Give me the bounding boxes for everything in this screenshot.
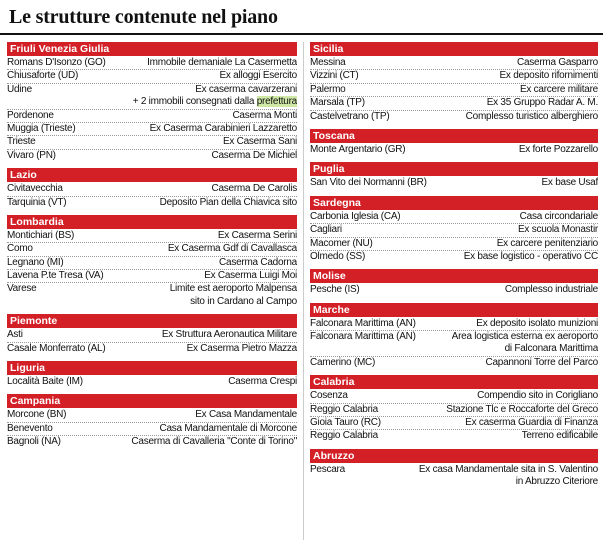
facility-description: Ex base Usaf — [541, 177, 598, 189]
region-abruzzo — [310, 449, 598, 489]
entry-line — [310, 224, 598, 236]
facility-description: Ex scuola Monastir — [518, 224, 598, 236]
entry-line — [310, 97, 598, 109]
region-header: Abruzzo — [310, 449, 598, 463]
facility-description: Compendio sito in Corigliano — [477, 390, 598, 402]
facility-description: Complesso turistico alberghiero — [465, 110, 598, 122]
facility-description: Ex casa Mandamentale sita in S. Valentino — [418, 463, 598, 475]
region-header: Piemonte — [7, 314, 297, 328]
place-name: Como — [7, 243, 33, 255]
entry-row — [310, 70, 598, 83]
entry-row — [310, 404, 598, 417]
facility-description: Ex 35 Gruppo Radar A. M. — [486, 97, 598, 109]
place-name: Macomer (NU) — [310, 237, 373, 249]
entry-line — [7, 243, 297, 255]
facility-description: Ex deposito rifornimenti — [499, 70, 598, 82]
entry-row — [310, 211, 598, 224]
facility-description-continued: sito in Cardano al Campo — [190, 295, 297, 307]
region-header: Puglia — [310, 162, 598, 176]
place-name: Palermo — [310, 83, 346, 95]
entry-row — [7, 183, 297, 196]
entry-line — [310, 238, 598, 250]
entry-row — [7, 376, 297, 388]
facility-description: Casa circondariale — [519, 210, 598, 222]
facility-description: Ex Caserma Carabinieri Lazzaretto — [149, 122, 297, 134]
entry-line — [310, 357, 598, 369]
entry-line — [310, 404, 598, 416]
facility-description: Complesso industriale — [504, 284, 598, 296]
region-header: Toscana — [310, 129, 598, 143]
entry-row — [7, 84, 297, 110]
facility-description: Caserma di Cavalleria "Conte di Torino" — [131, 436, 297, 448]
facility-description: Casa Mandamentale di Morcone — [159, 422, 297, 434]
place-name: Vizzini (CT) — [310, 70, 359, 82]
region-header: Calabria — [310, 375, 598, 389]
entry-row — [310, 417, 598, 430]
place-name: Reggio Calabria — [310, 403, 378, 415]
entry-line — [310, 390, 598, 402]
facility-description: Limite est aeroporto Malpensa — [169, 283, 297, 295]
facility-description: Ex Caserma Gdf di Cavallasca — [167, 243, 297, 255]
entry-row — [7, 230, 297, 243]
entry-row — [7, 436, 297, 448]
place-name: Casale Monferrato (AL) — [7, 342, 106, 354]
facility-description: Ex Casa Mandamentale — [195, 409, 297, 421]
facility-description: Caserma Gasparro — [516, 57, 598, 68]
facility-description: Ex deposito isolato munizioni — [476, 317, 598, 329]
entry-line — [7, 136, 297, 148]
facility-description: Stazione Tlc e Roccaforte del Greco — [446, 403, 598, 415]
place-name: Monte Argentario (GR) — [310, 143, 406, 155]
entry-row — [7, 283, 297, 308]
entry-row — [310, 284, 598, 296]
entry-row — [7, 150, 297, 162]
entry-row — [310, 111, 598, 123]
entry-row — [310, 224, 598, 237]
place-name: Pesche (IS) — [310, 284, 360, 296]
entry-row — [310, 318, 598, 331]
region-header: Friuli Venezia Giulia — [7, 42, 297, 56]
region-sicilia — [310, 42, 598, 123]
entry-row — [310, 57, 598, 70]
entry-row — [310, 144, 598, 156]
place-name: Carbonia Iglesia (CA) — [310, 210, 401, 222]
place-name: Asti — [7, 329, 23, 341]
entry-row — [7, 343, 297, 355]
place-name: Camerino (MC) — [310, 356, 376, 368]
facility-description: Ex Caserma Pietro Mazza — [186, 342, 297, 354]
region-header: Lombardia — [7, 215, 297, 229]
entry-line — [7, 197, 297, 209]
entry-line — [7, 183, 297, 195]
entry-line — [310, 417, 598, 429]
region-campania — [7, 394, 297, 448]
entry-row — [310, 464, 598, 489]
place-name: Marsala (TP) — [310, 97, 365, 109]
place-name: Bagnoli (NA) — [7, 436, 61, 448]
entry-row — [7, 423, 297, 436]
entry-line — [7, 57, 297, 69]
entry-row — [7, 70, 297, 83]
page-title: Le strutture contenute nel piano — [9, 6, 278, 28]
facility-description: Caserma Crespi — [228, 376, 297, 388]
place-name: Olmedo (SS) — [310, 250, 366, 262]
entry-row — [310, 84, 598, 97]
place-name: Benevento — [7, 422, 53, 434]
entry-row — [7, 110, 297, 123]
entry-row — [310, 177, 598, 189]
facility-description: Caserma De Carolis — [211, 183, 297, 195]
title-rule — [0, 33, 603, 35]
place-name: Cagliari — [310, 224, 342, 236]
entry-line — [7, 110, 297, 122]
entry-line — [310, 284, 598, 296]
facility-description: Area logistica esterna ex aeroporto — [451, 331, 598, 343]
region-header: Campania — [7, 394, 297, 408]
entry-row — [310, 97, 598, 110]
entry-line — [7, 376, 297, 388]
facility-description: Caserma Cadorna — [219, 256, 297, 268]
place-name: Località Baite (IM) — [7, 376, 83, 388]
entry-row — [7, 57, 297, 70]
region-sardegna — [310, 196, 598, 264]
region-calabria — [310, 375, 598, 443]
entry-line — [310, 464, 598, 476]
entry-line — [310, 251, 598, 263]
facility-description: Ex caserma Guardia di Finanza — [465, 417, 598, 429]
region-puglia — [310, 162, 598, 189]
entry-row — [310, 430, 598, 442]
entry-line — [310, 144, 598, 156]
facility-description: Ex Struttura Aeronautica Militare — [161, 329, 297, 341]
facility-description: Ex Caserma Serini — [217, 229, 297, 241]
region-marche — [310, 303, 598, 370]
facility-description: Deposito Pian della Chiavica sito — [159, 196, 297, 208]
place-name: Cosenza — [310, 390, 348, 402]
place-name: Lavena P.te Tresa (VA) — [7, 270, 104, 282]
entry-line — [310, 57, 598, 69]
entry-line — [7, 423, 297, 435]
entry-row — [7, 197, 297, 209]
entry-line-continued — [310, 476, 598, 488]
entry-row — [7, 136, 297, 149]
entry-row — [7, 123, 297, 136]
entry-line — [310, 177, 598, 189]
entry-line — [7, 150, 297, 162]
region-header: Liguria — [7, 361, 297, 375]
right-column — [310, 42, 598, 495]
facility-description: Caserma Monti — [232, 109, 297, 121]
region-molise — [310, 269, 598, 296]
entry-row — [310, 331, 598, 357]
facility-description-continued: di Falconara Marittima — [504, 343, 598, 355]
entry-line — [7, 230, 297, 242]
place-name: Pescara — [310, 463, 345, 475]
entry-line — [310, 70, 598, 82]
column-divider — [303, 42, 304, 540]
facility-description: Ex carcere militare — [519, 83, 598, 95]
entry-line — [7, 409, 297, 421]
entry-row — [310, 238, 598, 251]
entry-line — [7, 70, 297, 82]
entry-row — [7, 329, 297, 342]
place-name: Castelvetrano (TP) — [310, 110, 390, 122]
entry-line-continued — [310, 343, 598, 355]
region-lombardia — [7, 215, 297, 308]
place-name: Falconara Marittima (AN) — [310, 317, 416, 329]
entry-line-continued — [7, 96, 297, 108]
facility-description: Ex Caserma Sani — [222, 136, 297, 148]
place-name: Messina — [310, 57, 346, 68]
region-piemonte — [7, 314, 297, 355]
facility-description: Immobile demaniale La Casermetta — [147, 57, 297, 68]
region-toscana — [310, 129, 598, 156]
entry-line — [7, 329, 297, 341]
entry-line — [7, 84, 297, 96]
entry-row — [7, 409, 297, 422]
entry-line — [310, 331, 598, 343]
entry-line — [310, 211, 598, 223]
place-name: Muggia (Trieste) — [7, 122, 76, 134]
region-header: Sardegna — [310, 196, 598, 210]
place-name: Romans D'Isonzo (GO) — [7, 57, 106, 68]
entry-line — [310, 84, 598, 96]
region-header: Lazio — [7, 168, 297, 182]
place-name: Montichiari (BS) — [7, 229, 75, 241]
entry-line-continued — [7, 296, 297, 308]
highlighted-word: prefettura — [256, 96, 297, 108]
facility-description: Terreno edificabile — [521, 430, 598, 442]
place-name: San Vito dei Normanni (BR) — [310, 177, 427, 189]
facility-description: Ex carcere penitenziario — [496, 237, 598, 249]
place-name: Chiusaforte (UD) — [7, 70, 79, 82]
place-name: Morcone (BN) — [7, 409, 67, 421]
place-name: Trieste — [7, 136, 36, 148]
facility-description-continued: in Abruzzo Citeriore — [515, 476, 598, 488]
left-column — [7, 42, 297, 455]
facility-description: Ex Caserma Luigi Moi — [204, 270, 297, 282]
facility-description: Ex caserma cavarzerani — [195, 83, 297, 95]
entry-line — [7, 257, 297, 269]
facility-description: Ex alloggi Esercito — [219, 70, 297, 82]
entry-line — [7, 436, 297, 448]
place-name: Legnano (MI) — [7, 256, 64, 268]
region-liguria — [7, 361, 297, 388]
region-friuli-venezia-giulia — [7, 42, 297, 162]
entry-line — [7, 343, 297, 355]
entry-row — [310, 251, 598, 263]
entry-line — [310, 111, 598, 123]
facility-description: Ex base logistico - operativo CC — [463, 250, 598, 262]
entry-row — [310, 357, 598, 369]
region-header: Sicilia — [310, 42, 598, 56]
facility-description-continued: + 2 immobili consegnati dalla prefettura — [132, 96, 297, 108]
region-header: Marche — [310, 303, 598, 317]
place-name: Varese — [7, 283, 37, 295]
entry-line — [310, 430, 598, 442]
place-name: Falconara Marittima (AN) — [310, 331, 416, 343]
entry-line — [7, 270, 297, 282]
place-name: Gioia Tauro (RC) — [310, 417, 381, 429]
entry-row — [7, 257, 297, 270]
region-header: Molise — [310, 269, 598, 283]
place-name: Reggio Calabria — [310, 430, 378, 442]
facility-description: Caserma De Michiel — [211, 149, 297, 161]
facility-description: Capannoni Torre del Parco — [485, 356, 598, 368]
place-name: Civitavecchia — [7, 183, 63, 195]
place-name: Udine — [7, 83, 32, 95]
entry-line — [7, 283, 297, 295]
entry-line — [310, 318, 598, 330]
place-name: Tarquinia (VT) — [7, 196, 67, 208]
entry-row — [7, 270, 297, 283]
entry-row — [310, 390, 598, 403]
entry-line — [7, 123, 297, 135]
place-name: Vivaro (PN) — [7, 149, 56, 161]
facility-description: Ex forte Pozzarello — [518, 143, 598, 155]
place-name: Pordenone — [7, 109, 54, 121]
region-lazio — [7, 168, 297, 209]
entry-row — [7, 243, 297, 256]
